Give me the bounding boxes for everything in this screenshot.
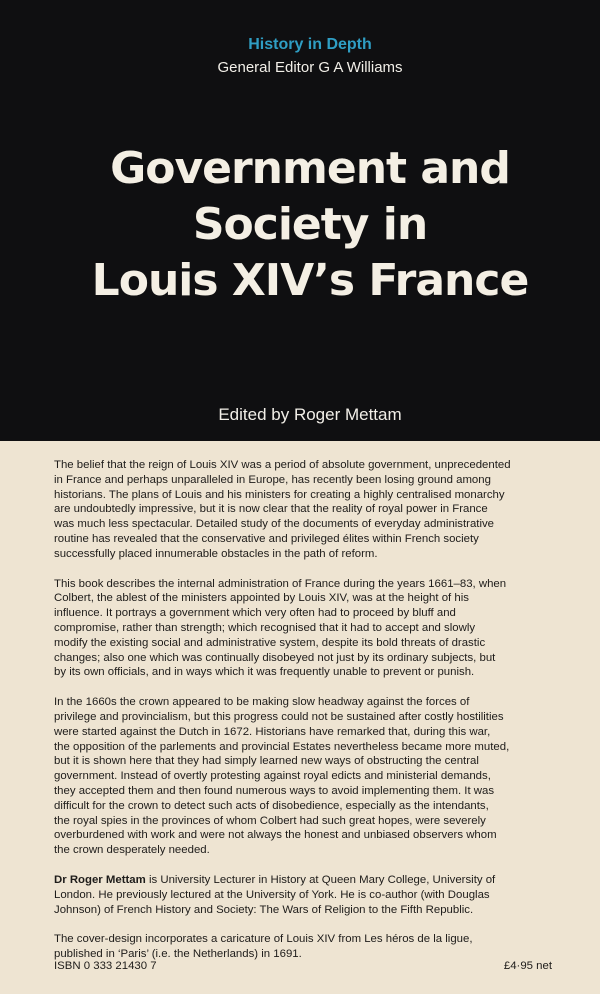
paragraph bbox=[54, 695, 574, 858]
series-title: History in Depth bbox=[248, 36, 372, 53]
text-line: by its own officials, and in ways which it was frequently unable to prevent or punish. bbox=[54, 666, 475, 679]
cover-panel bbox=[0, 0, 600, 441]
text-line: influence. It portrays a government which very often had to proceed by bluff and bbox=[54, 607, 456, 620]
text-line: In the 1660s the crown appeared to be making slow headway against the forces of bbox=[54, 696, 470, 709]
text-line: overburdened with work and were not always the honest and unbiased observers whom bbox=[54, 829, 497, 842]
cover-note bbox=[54, 932, 574, 962]
title-line: Louis XIV’s France bbox=[91, 255, 529, 306]
title-line: Government and bbox=[110, 143, 510, 194]
blurb bbox=[54, 458, 574, 977]
text-line: historians. The plans of Louis and his ministers for creating a highly centralised monarchy bbox=[54, 488, 505, 501]
author-bio bbox=[54, 873, 574, 917]
text-line: changes; also one which was continually disobeyed not just by its ordinary subjects, but bbox=[54, 651, 496, 664]
price: £4·95 net bbox=[503, 960, 552, 972]
text-line bbox=[54, 873, 574, 888]
paragraph bbox=[54, 577, 574, 681]
text-line: published in ‘Paris’ (i.e. the Netherlands) in 1691. bbox=[54, 948, 302, 961]
text-line: are undoubtedly impressive, but it is now clear that the reality of royal power in France bbox=[54, 503, 488, 516]
text-line: government. Instead of overtly protesting against royal edicts and ministerial demands, bbox=[54, 770, 491, 783]
text-line: were started against the Dutch in 1672. Historians have remarked that, during this war, bbox=[54, 725, 491, 738]
text-line: in France and perhaps unparalleled in Europe, has recently been losing ground among bbox=[54, 473, 491, 486]
author-name: Dr Roger Mettam bbox=[54, 873, 146, 886]
text-line: the crown desperately needed. bbox=[54, 844, 210, 857]
book-title bbox=[0, 141, 600, 309]
text-line: they accepted them and then found numerous ways to avoid implementing them. It was bbox=[54, 784, 495, 797]
paragraph bbox=[54, 458, 574, 562]
edited-by: Edited by Roger Mettam bbox=[218, 405, 402, 424]
text-line: The cover-design incorporates a caricature of Louis XIV from Les héros de la ligue, bbox=[54, 933, 473, 946]
text-line: was much less spectacular. Detailed study of the documents of everyday administrative bbox=[54, 518, 495, 531]
text-line: privilege and provincialism, but this progress could not be sustained after costly hostilities bbox=[54, 710, 504, 723]
text-line: Colbert, the ablest of the ministers appointed by Louis XIV, was at the height of his bbox=[54, 592, 469, 605]
text-line: This book describes the internal administration of France during the years 1661–83, when bbox=[54, 577, 507, 590]
text-line: but it is shown here that they had simply learned new ways of obstructing the central bbox=[54, 755, 479, 768]
text-line: compromise, rather than strength; which recognised that it had to accept and slowly bbox=[54, 621, 476, 634]
text-line: the opposition of the parlements and provincial Estates nevertheless became more muted, bbox=[54, 740, 510, 753]
general-editor: General Editor G A Williams bbox=[217, 59, 403, 76]
text-line: modify the existing social and administrative system, despite its bold threats of drastic bbox=[54, 636, 486, 649]
text-run: is University Lecturer in History at Queen Mary College, University of bbox=[145, 873, 496, 886]
text-line: The belief that the reign of Louis XIV was a period of absolute government, unprecedented bbox=[54, 459, 511, 471]
text-line: London. He previously lectured at the University of York. He is co-author (with Douglas bbox=[54, 888, 490, 901]
text-line: difficult for the crown to detect such acts of disobedience, especially as the intendants, bbox=[54, 799, 489, 812]
text-line: Johnson) of French History and Society: The Wars of Religion to the Fifth Republic. bbox=[54, 903, 474, 916]
text-line: routine has revealed that the conservative and privileged élites within French society bbox=[54, 532, 479, 545]
text-line: the royal spies in the provinces of whom Colbert had such great hopes, were severely bbox=[54, 814, 486, 827]
isbn: ISBN 0 333 21430 7 bbox=[54, 960, 157, 972]
text-line: successfully placed innumerable obstacles in the path of reform. bbox=[54, 547, 378, 560]
title-line: Society in bbox=[192, 199, 428, 250]
